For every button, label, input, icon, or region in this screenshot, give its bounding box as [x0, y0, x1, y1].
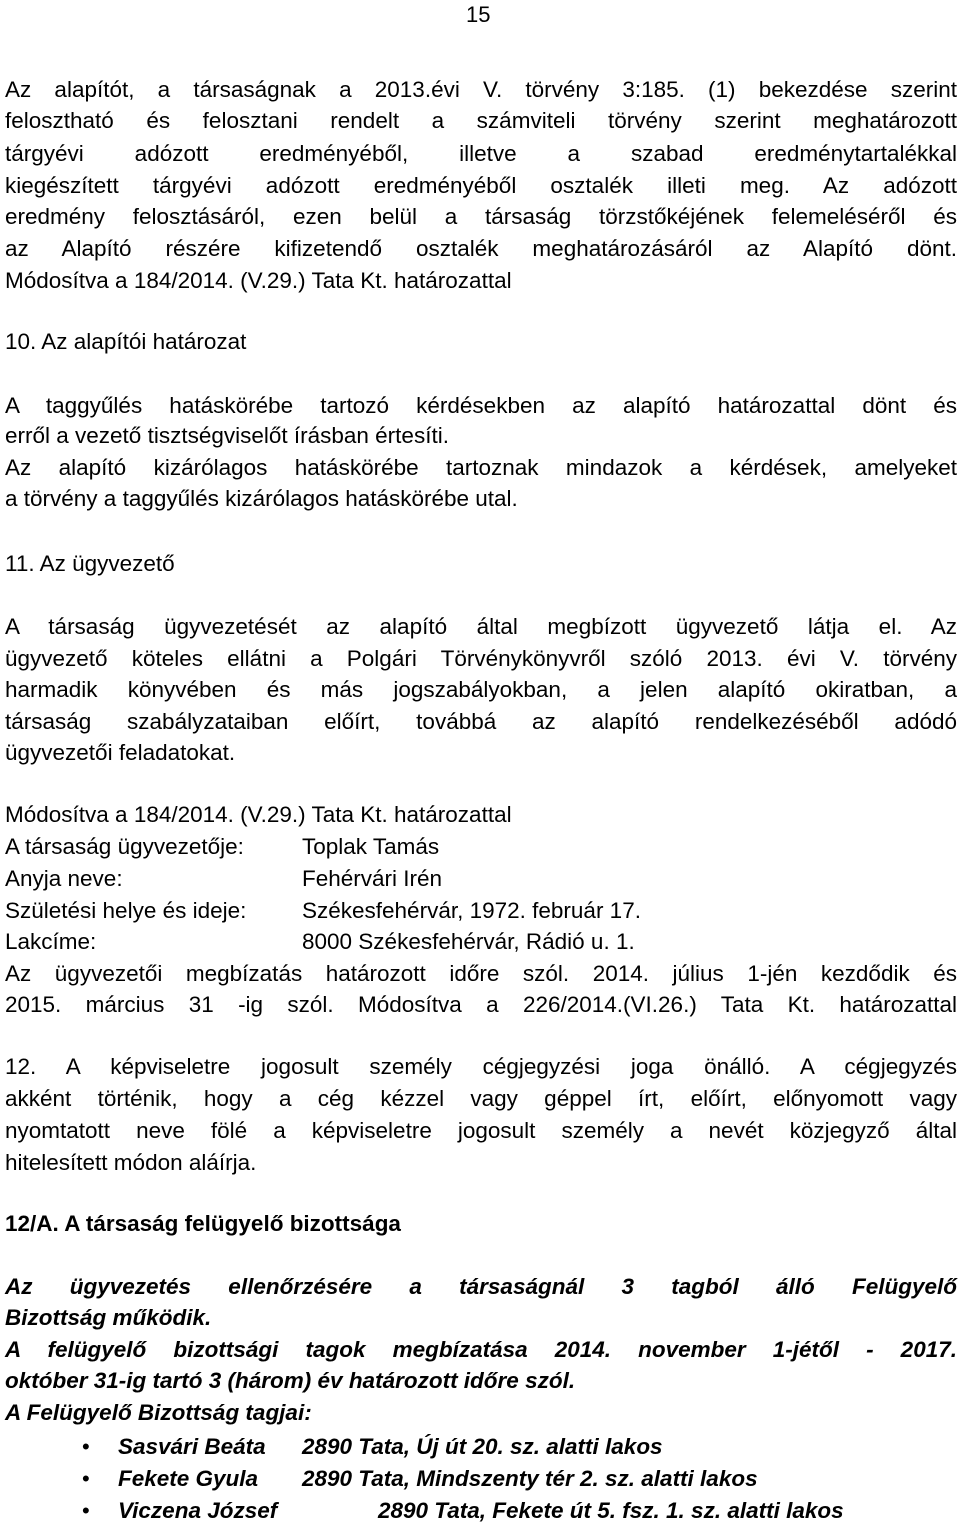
para2-line-4: a törvény a taggyűlés kizárólagos hatáskörébe utal. — [5, 486, 518, 511]
para12-line-3: nyomtatott neve fölé a képviseletre jogosult személy a nevét közjegyző által — [5, 1118, 957, 1143]
section-11-title: 11. Az ügyvezető — [5, 551, 175, 576]
member-name: Viczena József — [118, 1498, 278, 1523]
section-10-title: 10. Az alapítói határozat — [5, 329, 247, 354]
bullet-icon: • — [82, 1498, 90, 1523]
para1-line-7: Módosítva a 184/2014. (V.29.) Tata Kt. határozattal — [5, 268, 512, 293]
para3-line-3: harmadik könyvében és más jogszabályokban, a jelen alapító okiratban, a — [5, 677, 957, 702]
board-line-5: A Felügyelő Bizottság tagjai: — [5, 1400, 312, 1425]
mandate-line-2: 2015. március 31 -ig szól. Módosítva a 226/2014.(VI.26.) Tata Kt. határozattal — [5, 992, 957, 1017]
para12-line-1: 12. A képviseletre jogosult személy cégjegyzési joga önálló. A cégjegyzés — [5, 1054, 957, 1079]
para12-line-4: hitelesített módon aláírja. — [5, 1150, 257, 1175]
mandate-line-1: Az ügyvezetői megbízatás határozott időre szól. 2014. július 1-jén kezdődik és — [5, 961, 957, 986]
para1-line-5: eredmény felosztásáról, ezen belül a társaság törzstőkéjének felemeléséről és — [5, 204, 957, 229]
para3-line-1: A társaság ügyvezetését az alapító által megbízott ügyvezető látja el. Az — [5, 614, 957, 639]
address-value: 8000 Székesfehérvár, Rádió u. 1. — [302, 929, 635, 954]
mother-name-value: Fehérvári Irén — [302, 866, 443, 891]
para3-line-2: ügyvezető köteles ellátni a Polgári Törvénykönyvről szóló 2013. évi V. törvény — [5, 646, 957, 671]
manager-label: A társaság ügyvezetője: — [5, 834, 244, 859]
board-line-1: Az ügyvezetés ellenőrzésére a társaságnál 3 tagból álló Felügyelő — [5, 1274, 957, 1299]
para1-line-1: Az alapítót, a társaságnak a 2013.évi V. törvény 3:185. (1) bekezdése szerint — [5, 77, 957, 102]
bullet-icon: • — [82, 1466, 90, 1491]
birth-value: Székesfehérvár, 1972. február 17. — [302, 898, 641, 923]
section-12a-title: 12/A. A társaság felügyelő bizottsága — [5, 1211, 401, 1236]
member-name: Sasvári Beáta — [118, 1434, 266, 1459]
para1-line-4: kiegészített tárgyévi adózott eredményéből osztalék illeti meg. Az adózott — [5, 173, 957, 198]
para1-line-6: az Alapító részére kifizetendő osztalék meghatározásáról az Alapító dönt. — [5, 236, 957, 261]
board-line-2: Bizottság működik. — [5, 1305, 212, 1330]
birth-label: Születési helye és ideje: — [5, 898, 247, 923]
address-label: Lakcíme: — [5, 929, 97, 954]
member-address: 2890 Tata, Fekete út 5. fsz. 1. sz. alatti lakos — [378, 1498, 844, 1523]
member-name: Fekete Gyula — [118, 1466, 259, 1491]
para12-line-2: akként történik, hogy a cég kézzel vagy géppel írt, előírt, előnyomott vagy — [5, 1086, 957, 1111]
para3-line-4: társaság szabályzataiban előírt, továbbá az alapító rendelkezéséből adódó — [5, 709, 957, 734]
para1-line-2: felosztható és felosztani rendelt a számviteli törvény szerint meghatározott — [5, 108, 957, 133]
board-line-3: A felügyelő bizottsági tagok megbízatása 2014. november 1-jétől - 2017. — [5, 1337, 957, 1362]
bullet-icon: • — [82, 1434, 90, 1459]
para2-line-2: erről a vezető tisztségviselőt írásban értesíti. — [5, 423, 449, 448]
para2-line-3: Az alapító kizárólagos hatáskörébe tartoznak mindazok a kérdések, amelyeket — [5, 455, 957, 480]
para1-line-3: tárgyévi adózott eredményéből, illetve a szabad eredménytartalékkal — [5, 141, 957, 166]
para3-line-5: ügyvezetői feladatokat. — [5, 740, 236, 765]
modified-note: Módosítva a 184/2014. (V.29.) Tata Kt. határozattal — [5, 802, 512, 827]
member-address: 2890 Tata, Új út 20. sz. alatti lakos — [302, 1434, 663, 1459]
para2-line-1: A taggyűlés hatáskörébe tartozó kérdésekben az alapító határozattal dönt és — [5, 393, 957, 418]
manager-value: Toplak Tamás — [302, 834, 440, 859]
page-number: 15 — [466, 2, 491, 27]
board-line-4: október 31-ig tartó 3 (három) év határozott időre szól. — [5, 1368, 576, 1393]
member-address: 2890 Tata, Mindszenty tér 2. sz. alatti lakos — [302, 1466, 758, 1491]
mother-name-label: Anyja neve: — [5, 866, 123, 891]
